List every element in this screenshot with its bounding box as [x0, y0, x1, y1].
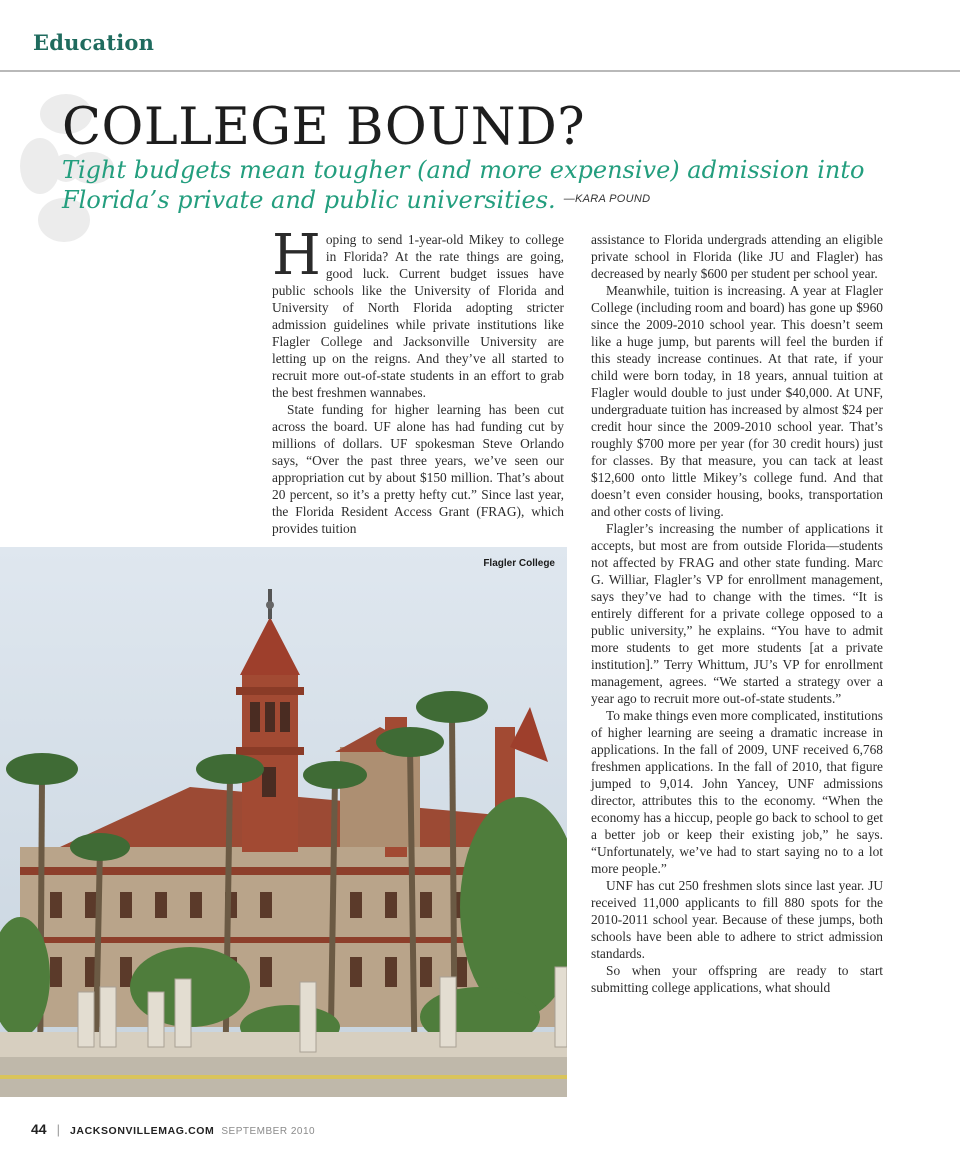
issue-date: SEPTEMBER 2010 — [221, 1126, 316, 1137]
paragraph: assistance to Florida undergrads attending an eligible private school in Florida (like JU and Flagler) has decreased by nearly $600 per student per school year. — [591, 232, 883, 281]
site-url: JACKSONVILLEMAG.COM — [69, 1125, 215, 1137]
dek — [62, 156, 932, 215]
paragraph: Flagler’s increasing the number of applications it accepts, but most are from outside Florida—students not affected by FRAG and other state funding. Marc G. Williar, Flagler’s VP for enrollment management, says they’ve had to change with the times. “It is entirely different for a private college opposed to a public university,” he explains. “You have to admit more students to get more students [at a private institution].” Terry Whittum, JU’s VP for enrollment management, agrees. “We started a strategy over a year ago to recruit more out-of-state students.” — [591, 521, 883, 706]
paragraph: To make things even more complicated, institutions of higher learning are seeing a dramatic increase in applications. In the fall of 2009, UNF received 6,768 freshmen applications. In the fall of 2010, that figure jumped to 9,014. John Yancey, UNF admissions director, attributes this to the economy. “When the economy has a hiccup, people go back to school to get a better job or keep their existing job,” he says. “Unfortunately, we’ve had to start saying no to a lot more people.” — [591, 708, 883, 876]
column-1 — [272, 223, 564, 537]
paragraph: So when your offspring are ready to start submitting college applications, what should — [591, 963, 883, 995]
page-footer — [31, 1121, 315, 1137]
byline: —KARA POUND — [563, 193, 651, 205]
top-rule — [0, 70, 960, 72]
photo-caption: Flagler College — [483, 558, 555, 569]
page-number: 44 — [31, 1121, 47, 1137]
paragraph — [272, 223, 564, 401]
paragraph-text: oping to send 1-year-old Mikey to college in Florida? At the rate things are going, good luck. Current budget issues have public schools like the University of Florida and University of North Florida adopting stricter admission guidelines while private institutions like Flagler College and Jacksonville University are letting up on the reigns. And they’ve all started to recruit more out-of-state students in an effort to grab the best freshmen wannabes. — [272, 232, 564, 400]
paragraph: Meanwhile, tuition is increasing. A year at Flagler College (including room and board) has gone up $960 since the 2009-2010 school year. This doesn’t seem like a huge jump, but parents will feel the burden if this steady increase continues. At that rate, if your child were born today, in 18 years, annual tuition at Flagler would double to just under $40,000. At UNF, undergraduate tuition has increased by almost $24 per credit hour since the 2009-2010 school year. That’s roughly $700 more per year (for 30 credit hours) just for classes. By that measure, you can tack at least $12,600 onto little Mikey’s college fund. And that doesn’t even consider housing, books, transportation and other costs of living. — [591, 283, 883, 519]
footer-separator: | — [56, 1122, 60, 1137]
headline: COLLEGE BOUND? — [62, 98, 586, 157]
paragraph: UNF has cut 250 freshmen slots since last year. JU received 11,000 applicants to fill 880 spots for the 2010-2011 school year. Because of these jumps, both schools have been able to adhere to strict admission standards. — [591, 878, 883, 961]
dek-text: Tight budgets mean tougher (and more expensive) admission into Florida’s private and public universities. — [62, 156, 865, 214]
photo-illustration — [0, 547, 567, 1097]
drop-cap: H — [272, 223, 321, 288]
section-label: Education — [33, 30, 155, 55]
flagler-college-photo — [0, 547, 567, 1097]
column-2 — [591, 231, 883, 996]
paragraph: State funding for higher learning has been cut across the board. UF alone has had funding cut by millions of dollars. UF spokesman Steve Orlando says, “Over the past three years, we’ve seen our appropriation cut by about $150 million. That’s about 20 percent, so it’s a pretty hefty cut.” Since last year, the Florida Resident Access Grant (FRAG), which provides tuition — [272, 402, 564, 536]
